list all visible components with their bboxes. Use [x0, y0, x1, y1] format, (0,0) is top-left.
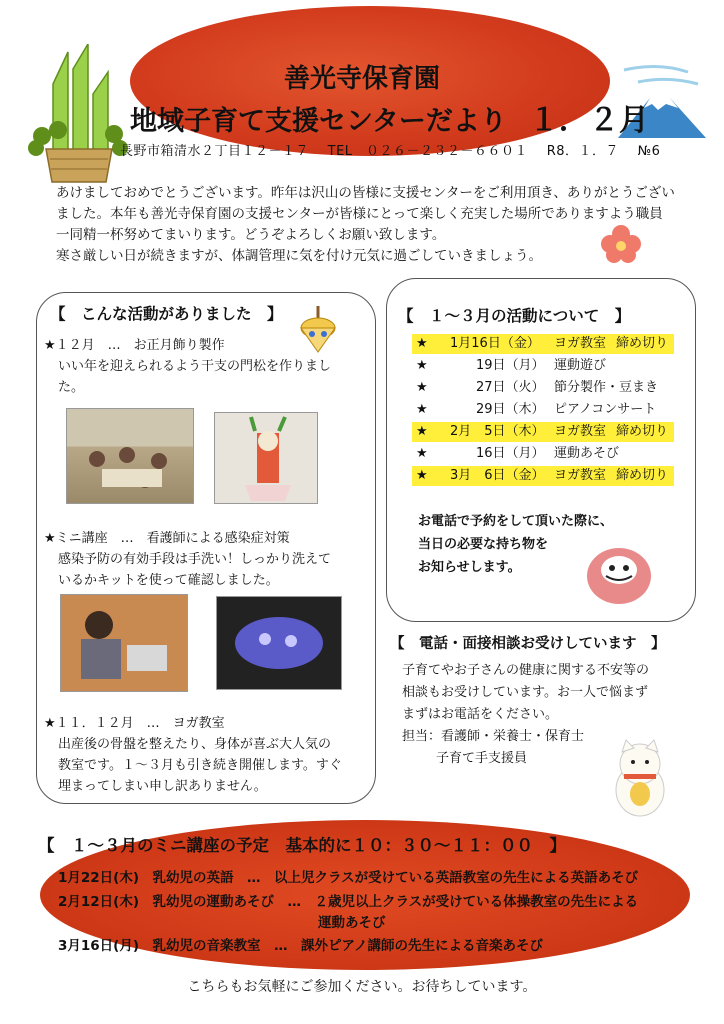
activity-body: た。 [58, 380, 85, 395]
phone: TEL ０２６－２３２－６６０１ [327, 144, 529, 159]
schedule-date: 27日（火） [450, 380, 545, 395]
activity-body: 感染予防の有効手段は手洗い！しっかり洗えて [58, 552, 332, 567]
contact-line [120, 140, 674, 159]
note-line: 当日の必要な持ち物を [418, 537, 549, 552]
schedule-event: 節分製作・豆まき [554, 380, 659, 395]
intro-line: ました。本年も善光寺保育園の支援センターが皆様にとって楽しく充実した場所でありますよう職員 [56, 206, 663, 222]
activity-body: 出産後の骨盤を整えたり、身体が喜ぶ大人気の [58, 737, 332, 752]
activity-title: ★１１．１２月 … ヨガ教室 [44, 716, 225, 731]
kadomatsu-craft-photo [214, 412, 318, 504]
schedule-date: 1月16日（金） [450, 336, 540, 351]
schedule-date: 2月 5日（木） [450, 424, 545, 439]
schedule-note: 締め切り [616, 424, 669, 439]
consult-staff: 担当：看護師・栄養士・保育士 [402, 729, 585, 744]
intro-line: 一同精一杯努めてまいります。どうぞよろしくお願い致します。 [56, 227, 446, 243]
schedule-note: 締め切り [616, 468, 669, 483]
nursery-name-title: 善光寺保育園 [283, 64, 440, 94]
activity-item-mini-lecture [44, 528, 364, 591]
activities-heading: 【 こんな活動がありました 】 [50, 305, 283, 323]
schedule-row [412, 356, 674, 376]
mini-lecture-row: 2月12日(木) 乳幼児の運動あそび … ２歳児以上クラスが受けている体操教室の先生による [58, 894, 639, 910]
schedule-row [412, 334, 674, 354]
schedule-heading: 【 １～３月の活動について 】 [398, 307, 631, 325]
issue-date: R8．１．７ [546, 144, 620, 159]
mini-lecture-row: 3月16日(月) 乳幼児の音楽教室 … 課外ピアノ講師の先生による音楽あそび [58, 938, 543, 954]
consult-line: まずはお電話をください。 [402, 707, 559, 722]
schedule-row [412, 444, 674, 464]
schedule-row [412, 378, 674, 398]
consult-staff: 子育て手支援員 [436, 751, 528, 766]
activity-body: いるかキットを使って確認しました。 [58, 573, 279, 588]
note-line: お知らせします。 [418, 560, 521, 575]
plum-flower-icon [598, 222, 644, 264]
star-icon: ★ [416, 402, 428, 417]
activity-body: 教室です。１～３月も引き続き開催します。すぐ [58, 758, 342, 773]
schedule-row [412, 466, 674, 486]
consult-line: 子育てやお子さんの健康に関する不安等の [402, 663, 650, 678]
schedule-event: 運動遊び [554, 358, 607, 373]
schedule-note: 締め切り [616, 336, 669, 351]
lucky-cat-icon [608, 738, 672, 818]
closing-message: こちらもお気軽にご参加ください。お待ちしています。 [187, 979, 537, 995]
schedule-row [412, 422, 674, 442]
activity-body: 埋まってしまい申し訳ありません。 [58, 779, 267, 794]
intro-paragraph [56, 183, 686, 267]
address: 長野市箱清水２丁目１２－１７ [120, 144, 310, 159]
star-icon: ★ [416, 358, 428, 373]
handwashing-check-photo [60, 594, 188, 692]
craft-activity-photo [66, 408, 194, 504]
schedule-event: ヨガ教室 [554, 336, 607, 351]
newsletter-title-text: 地域子育て支援センターだより [130, 106, 507, 137]
mini-lecture-row: 1月22日(木) 乳幼児の英語 … 以上児クラスが受けている英語教室の先生による英語あそび [58, 870, 639, 886]
star-icon: ★ [416, 336, 428, 351]
schedule-event: ヨガ教室 [554, 468, 607, 483]
star-icon: ★ [416, 380, 428, 395]
daruma-icon [584, 540, 654, 606]
schedule-event: 運動あそび [554, 446, 620, 461]
schedule-date: 29日（木） [450, 402, 545, 417]
intro-line: 寒さ厳しい日が続きますが、体調管理に気を付け元気に過ごしていきましょう。 [56, 248, 542, 264]
schedule-row [412, 400, 674, 420]
activity-body: いい年を迎えられるよう干支の門松を作りまし [58, 359, 332, 374]
newsletter-title [130, 95, 649, 139]
issue-months: １．２月 [528, 103, 649, 138]
consult-line: 相談もお受けしています。お一人で悩まず [402, 685, 648, 700]
consult-heading: 【 電話・面接相談お受けしています 】 [390, 636, 666, 652]
issue-number: №6 [637, 144, 661, 159]
schedule-event: ヨガ教室 [554, 424, 607, 439]
activity-item-december [44, 335, 364, 398]
star-icon: ★ [416, 468, 428, 483]
schedule-date: 19日（月） [450, 358, 545, 373]
schedule-date: 3月 6日（金） [450, 468, 545, 483]
intro-line: あけましておめでとうございます。昨年は沢山の皆様に支援センターをご利用頂き、ありがとうござい [56, 185, 675, 201]
schedule-event: ピアノコンサート [554, 402, 657, 417]
note-line: お電話で予約をして頂いた際に、 [418, 514, 614, 529]
activity-item-yoga [44, 713, 364, 797]
activity-title: ★ミニ講座 … 看護師による感染症対策 [44, 531, 290, 546]
activity-title: ★１２月 … お正月飾り製作 [44, 338, 225, 353]
mini-lecture-heading: 【 １～３月のミニ講座の予定 基本的に１０：３０～１１：００ 】 [38, 836, 566, 855]
star-icon: ★ [416, 424, 428, 439]
mini-lecture-row-cont: 運動あそび [318, 915, 386, 931]
schedule-date: 16日（月） [450, 446, 545, 461]
blacklight-hands-photo [216, 596, 342, 690]
star-icon: ★ [416, 446, 428, 461]
